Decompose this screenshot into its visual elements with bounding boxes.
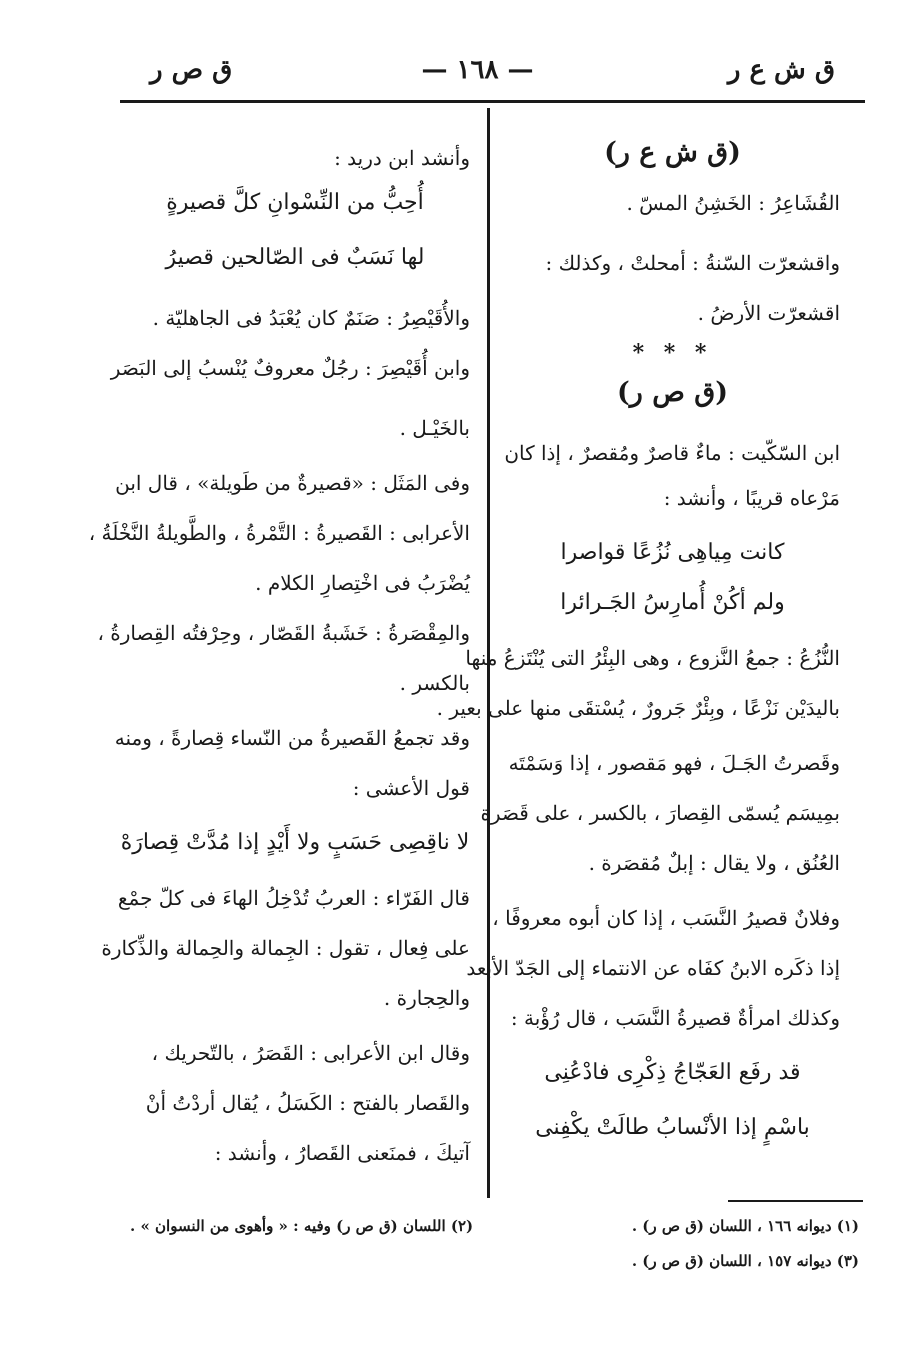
right-column-line: وفلانٌ قصيرُ النَّسَب ، إذا كان أبوه معروفًا ،	[492, 906, 840, 930]
left-column-line: وقد تجمعُ القَصيرةُ من النّساء قِصارةً ، ومنه	[114, 726, 470, 750]
footnote-3: (٣) ديوانه ١٥٧ ، اللسان (ق ص ر) .	[631, 1252, 859, 1270]
right-column-line: إذا ذكَره الابنُ كفَاه عن الانتماء إلى الجَدّ الأبعد	[466, 956, 840, 980]
right-column-line: باسْمٍ إذا الأنْسابُ طالَتْ يكْفِنى	[535, 1115, 810, 1140]
left-column-line: لا ناقِصِى حَسَبٍ ولا أَيْدٍ إذا مُدَّتْ قِصارَهْ	[120, 830, 470, 855]
page-number: — ١٦٨ —	[421, 55, 534, 85]
right-column-line: وكذلك امرأةٌ قصيرةُ النَّسَب ، قال رُؤْبة :	[510, 1006, 840, 1030]
right-column-line: ولم أكُنْ أُمارِسُ الجَـرائرا	[560, 590, 785, 615]
header-root-right: ق ش ع ر	[727, 55, 835, 85]
footnote-1: (١) ديوانه ١٦٦ ، اللسان (ق ص ر) .	[631, 1217, 859, 1235]
left-column-line: والمِقْصَرةُ : خَشَبةُ القَصّار ، وحِرْفتُه القِصارةُ ،	[97, 621, 470, 645]
right-column-line: وقَصرتُ الجَـلَ ، فهو مَقصور ، إذا وَسَمْتَه	[508, 751, 840, 775]
right-column-line: واقشعرّت السّنةُ : أمحلتْ ، وكذلك :	[545, 251, 840, 275]
left-column-line: بالخَيْـل .	[399, 416, 470, 440]
left-column-line: يُضْرَبُ فى اخْتِصارِ الكلام .	[255, 571, 470, 595]
left-column-line: بالكسر .	[399, 671, 470, 695]
left-column-line: لها نَسَبٌ فى الصّالحين قصيرُ	[165, 245, 425, 270]
left-column-line: على فِعال ، تقول : الجِمالة والحِمالة والذِّكارة	[101, 936, 470, 960]
header-rule	[120, 100, 865, 103]
footnote-2: (٢) اللسان (ق ص ر) وفيه : « وأهوى من النسوان » .	[130, 1217, 474, 1235]
left-column-line: آتيكَ ، فمنَعنى القَصارُ ، وأنشد :	[214, 1141, 470, 1165]
right-column-line: النُّزُعُ : جمعُ النَّزوع ، وهى البِئْرُ التى يُنْتَزعُ منها	[465, 646, 840, 670]
footnote-rule	[728, 1200, 863, 1202]
right-column-line: * * *	[632, 340, 713, 366]
left-column-line: والقَصار بالفتح : الكَسَلُ ، يُقال أردْتُ أنْ	[145, 1091, 470, 1115]
left-column-line: وابن أُقَيْصِرَ : رجُلٌ معروفٌ يُنْسبُ إلى البَصَر	[110, 356, 470, 380]
left-column-line: وقال ابن الأعرابى : القَصَرُ ، بالتّحريك ،	[151, 1041, 470, 1065]
right-column-line: (ق ش ع ر)	[604, 137, 741, 168]
left-column-line: قول الأعشى :	[352, 776, 470, 800]
left-column-line: والحِجارة .	[383, 986, 470, 1010]
running-header	[120, 55, 835, 95]
left-column-line: والأُقَيْصِرُ : صَنَمٌ كان يُعْبَدُ فى الجاهليّة .	[152, 306, 470, 330]
header-root-left: ق ص ر	[150, 55, 233, 85]
right-column-line: اقشعرّت الأرضُ .	[697, 301, 840, 325]
right-column-line: باليدَيْن نَزْعًا ، وبِئْرٌ جَرورٌ ، يُسْتقَى منها على بعير .	[436, 696, 840, 720]
right-column-line: القُشَاعِرُ : الخَشِنُ المسّ .	[626, 191, 840, 215]
left-column-line: أُحِبُّ من النِّسْوانِ كلَّ قصيرةٍ	[166, 190, 424, 215]
left-column-line: قال الفَرّاء : العربُ تُدْخِلُ الهاءَ فى كلّ جمْع	[117, 886, 470, 910]
right-column-line: (ق ص ر)	[617, 377, 728, 408]
left-column-line: وأنشد ابن دريد :	[334, 146, 470, 170]
left-column-line: الأعرابى : القَصيرةُ : التَّمْرةُ ، والطَّويلةُ النَّخْلَةُ ،	[88, 521, 470, 545]
left-column-line: وفى المَثَل : «قصيرةٌ من طَويلة» ، قال ابن	[115, 471, 470, 495]
right-column-line: العُنُق ، ولا يقال : إبلٌ مُقصَرة .	[588, 851, 840, 875]
right-column-line: كانت مِياهِى نُزُعًا قواصرا	[560, 540, 785, 565]
right-column-line: قد رفَع العَجّاجُ ذِكْرِى فادْعُنِى	[544, 1060, 801, 1085]
right-column-line: مَرْعاه قريبًا ، وأنشد :	[663, 486, 840, 510]
right-column-line: بمِيسَم يُسمّى القِصارَ ، بالكسر ، على قَصَرة	[480, 801, 840, 825]
right-column-line: ابن السّكّيت : ماءٌ قاصرٌ ومُقصرٌ ، إذا كان	[504, 441, 840, 465]
